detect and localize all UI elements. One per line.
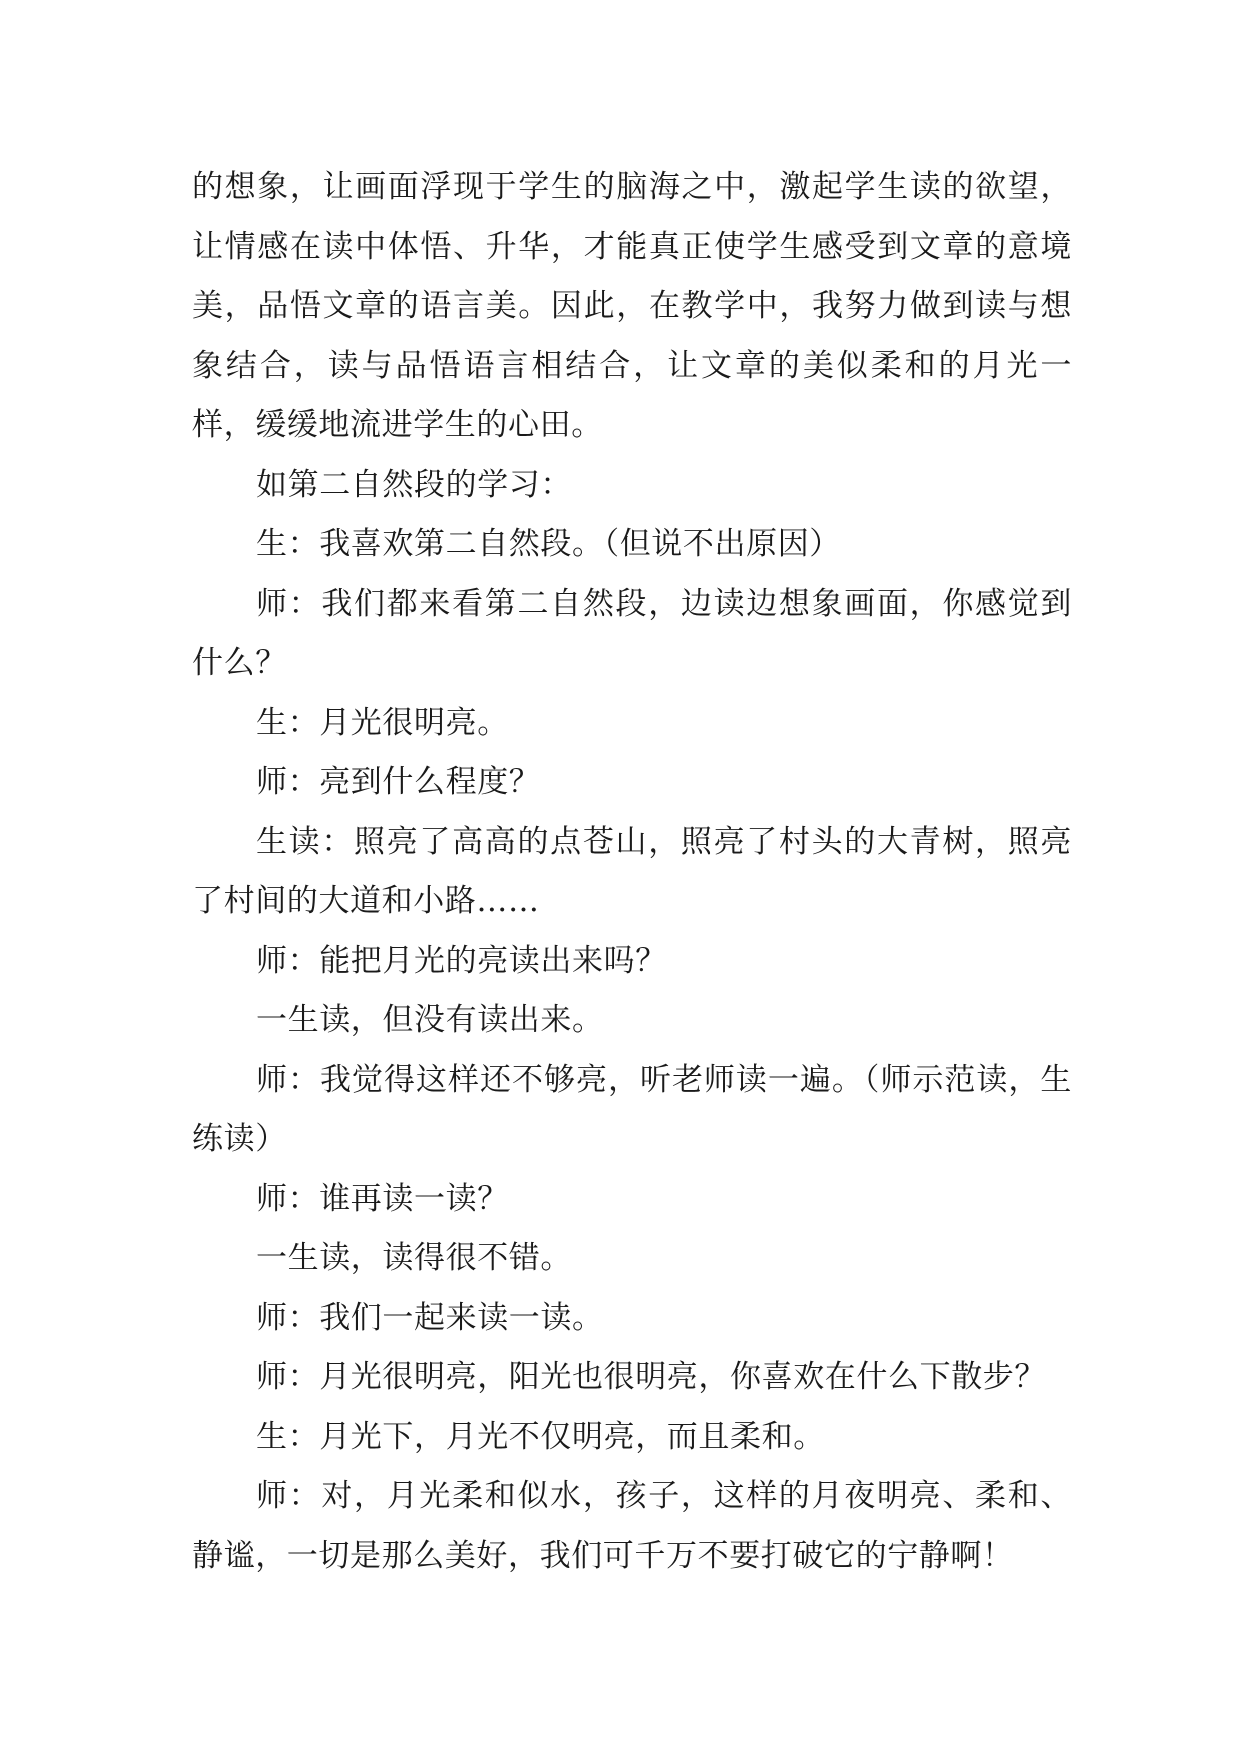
dialogue-line: 师：我觉得这样还不够亮，听老师读一遍。（师示范读，生练读）: [192, 1061, 1072, 1157]
dialogue-line: 师：能把月光的亮读出来吗？: [256, 942, 667, 979]
dialogue-line: 生：我喜欢第二自然段。（但说不出原因）: [256, 526, 841, 562]
paragraph-continuation: 的想象，让画面浮现于学生的脑海之中，激起学生读的欲望，让情感在读中体悟、升华，才能真正使学生感受到文章的意境美，品悟文章的语言美。因此，在教学中，我努力做到读与想象结合，读与品悟语言相结合，让文章的美似柔和的月光一样，缓缓地流进学生的心田。: [192, 169, 1072, 443]
paragraph-intro: 如第二自然段的学习：: [256, 466, 572, 503]
dialogue-line: 一生读，但没有读出来。: [256, 1002, 604, 1038]
dialogue-line: 师：谁再读一读？: [256, 1180, 509, 1217]
dialogue-line: 师：月光很明亮，阳光也很明亮，你喜欢在什么下散步？: [256, 1359, 1046, 1395]
dialogue-line: 一生读，读得很不错。: [256, 1240, 572, 1276]
dialogue-line: 生读：照亮了高高的点苍山，照亮了村头的大青树，照亮了村间的大道和小路……: [192, 823, 1072, 919]
dialogue-line: 生：月光很明亮。: [256, 704, 509, 741]
dialogue-line: 师：我们都来看第二自然段，边读边想象画面，你感觉到什么？: [192, 585, 1072, 681]
dialogue-line: 师：亮到什么程度？: [256, 764, 541, 800]
dialogue-line: 师：我们一起来读一读。: [256, 1299, 604, 1336]
document-body: [192, 158, 1072, 1586]
dialogue-line: 生：月光下，月光不仅明亮，而且柔和。: [256, 1418, 825, 1455]
dialogue-line: 师：对，月光柔和似水，孩子，这样的月夜明亮、柔和、静谧，一切是那么美好，我们可千万不要打破它的宁静啊！: [192, 1478, 1072, 1574]
